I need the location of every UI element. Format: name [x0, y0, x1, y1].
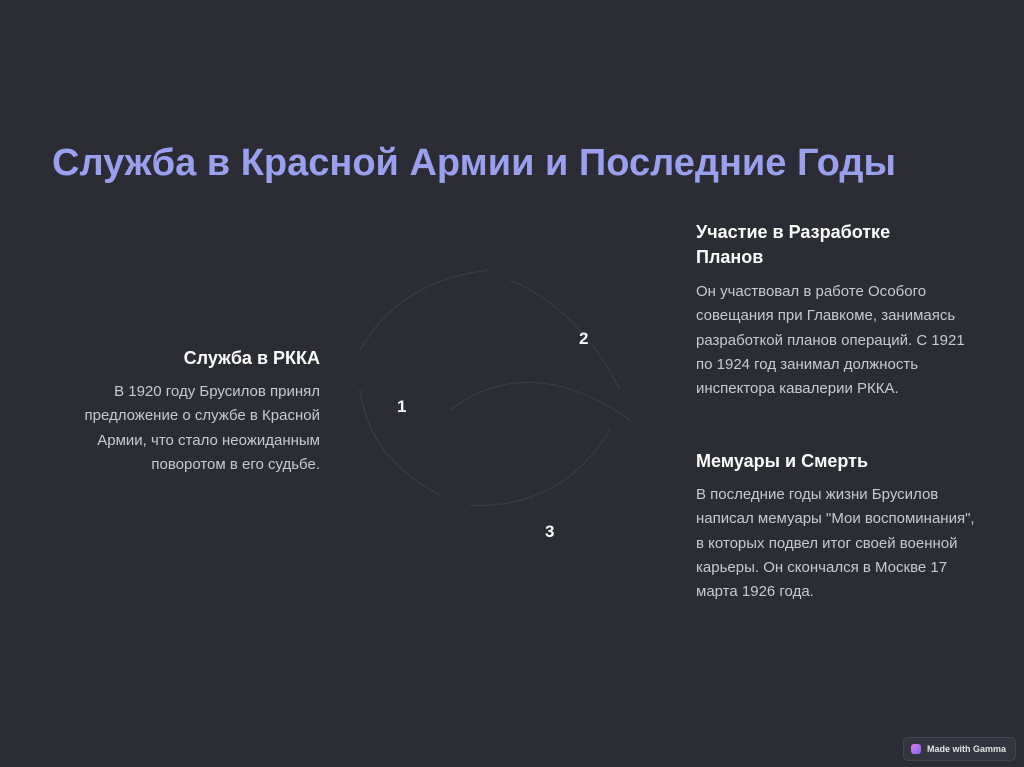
- cycle-arc-2: [510, 280, 620, 390]
- step-number-3: 3: [545, 522, 555, 541]
- planning-title: Участие в Разработке Планов: [696, 222, 891, 267]
- step-number-1: 1: [397, 397, 407, 416]
- step-number-2: 2: [579, 329, 589, 348]
- memoirs-title: Мемуары и Смерть: [696, 451, 869, 471]
- rkka-service-text: В 1920 году Брусилов принял предложение о службе в Красной Армии, что стало неожиданным поворотом в его судьбе.: [84, 383, 320, 473]
- planning-text: Он участвовал в работе Особого совещания при Главкоме, занимаясь разработкой планов операций. С 1921 по 1924 год занимал должность инспектора кавалерии РККА.: [696, 283, 965, 398]
- cycle-diagram: [330, 240, 690, 540]
- gamma-logo-icon: [911, 744, 921, 754]
- cycle-arc-1: [360, 270, 490, 350]
- slide-title: Служба в Красной Армии и Последние Годы: [52, 142, 896, 184]
- made-with-gamma-badge[interactable]: [903, 737, 1016, 761]
- cycle-arc-3: [470, 430, 610, 505]
- rkka-service-title: Служба в РККА: [183, 348, 320, 368]
- cycle-arc-5: [450, 382, 630, 420]
- memoirs-text: В последние годы жизни Брусилов написал мемуары "Мои воспоминания", в которых подвел итог своей военной карьеры. Он скончался в Москве 17 марта 1926 года.: [696, 486, 975, 601]
- badge-label: Made with Gamma: [926, 744, 1006, 754]
